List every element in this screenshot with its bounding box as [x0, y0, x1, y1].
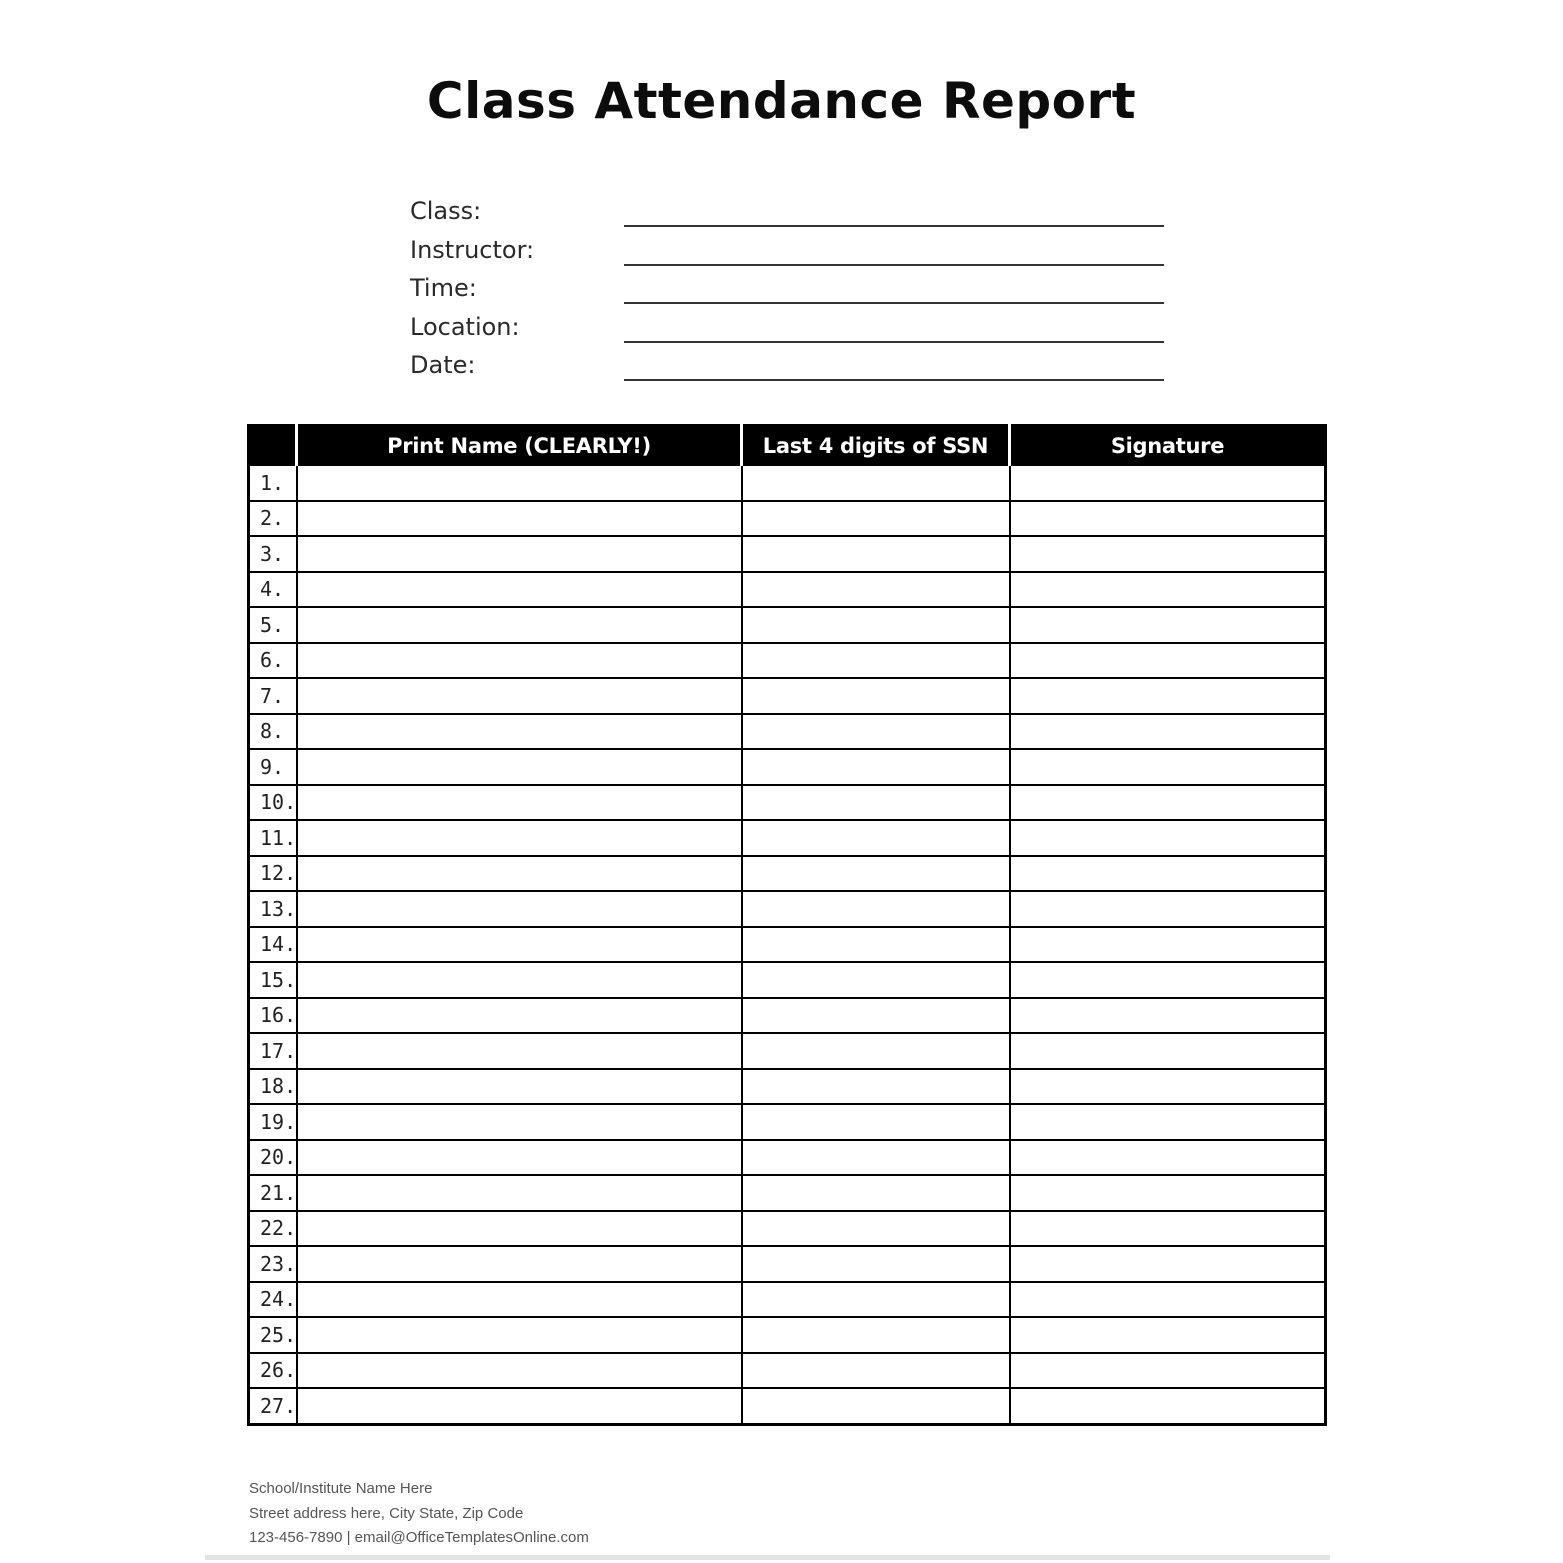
- table-row: [249, 1317, 1326, 1353]
- header-signature: Signature: [1010, 426, 1326, 466]
- table-row: [249, 1211, 1326, 1247]
- row-number: 1.: [249, 465, 297, 501]
- print-name-cell[interactable]: [297, 1069, 742, 1105]
- signature-cell[interactable]: [1010, 998, 1326, 1034]
- print-name-cell[interactable]: [297, 1104, 742, 1140]
- print-name-cell[interactable]: [297, 927, 742, 963]
- print-name-cell[interactable]: [297, 572, 742, 608]
- signature-cell[interactable]: [1010, 501, 1326, 537]
- page-edge: [205, 1555, 1330, 1560]
- location-field-line[interactable]: [624, 341, 1164, 343]
- row-number: 25.: [249, 1317, 297, 1353]
- info-row-instructor: [410, 234, 1170, 273]
- table-row: [249, 572, 1326, 608]
- footer-address: Street address here, City State, Zip Code: [249, 1504, 524, 1522]
- class-info-block: [410, 195, 1170, 388]
- attendance-table: [247, 424, 1327, 1426]
- print-name-cell[interactable]: [297, 501, 742, 537]
- row-number: 3.: [249, 536, 297, 572]
- print-name-cell[interactable]: [297, 465, 742, 501]
- ssn-cell[interactable]: [742, 536, 1010, 572]
- class-label: Class:: [410, 197, 482, 225]
- header-ssn: Last 4 digits of SSN: [742, 426, 1010, 466]
- table-row: [249, 1033, 1326, 1069]
- signature-cell[interactable]: [1010, 1033, 1326, 1069]
- print-name-cell[interactable]: [297, 785, 742, 821]
- ssn-cell[interactable]: [742, 749, 1010, 785]
- print-name-cell[interactable]: [297, 678, 742, 714]
- time-label: Time:: [410, 274, 477, 302]
- table-row: [249, 714, 1326, 750]
- ssn-cell[interactable]: [742, 1246, 1010, 1282]
- row-number: 18.: [249, 1069, 297, 1105]
- ssn-cell[interactable]: [742, 856, 1010, 892]
- ssn-cell[interactable]: [742, 714, 1010, 750]
- table-row: [249, 891, 1326, 927]
- ssn-cell[interactable]: [742, 891, 1010, 927]
- row-number: 6.: [249, 643, 297, 679]
- ssn-cell[interactable]: [742, 465, 1010, 501]
- signature-cell[interactable]: [1010, 678, 1326, 714]
- signature-cell[interactable]: [1010, 891, 1326, 927]
- ssn-cell[interactable]: [742, 998, 1010, 1034]
- signature-cell[interactable]: [1010, 749, 1326, 785]
- print-name-cell[interactable]: [297, 536, 742, 572]
- row-number: 22.: [249, 1211, 297, 1247]
- print-name-cell[interactable]: [297, 1282, 742, 1318]
- info-row-time: [410, 272, 1170, 311]
- footer-school-name: School/Institute Name Here: [249, 1480, 433, 1497]
- info-row-date: [410, 349, 1170, 388]
- print-name-cell[interactable]: [297, 643, 742, 679]
- row-number: 26.: [249, 1353, 297, 1389]
- signature-cell[interactable]: [1010, 1175, 1326, 1211]
- header-print-name: Print Name (CLEARLY!): [297, 426, 742, 466]
- signature-cell[interactable]: [1010, 607, 1326, 643]
- signature-cell[interactable]: [1010, 1282, 1326, 1318]
- table-row: [249, 643, 1326, 679]
- row-number: 11.: [249, 820, 297, 856]
- table-row: [249, 1069, 1326, 1105]
- ssn-cell[interactable]: [742, 927, 1010, 963]
- signature-cell[interactable]: [1010, 856, 1326, 892]
- signature-cell[interactable]: [1010, 1353, 1326, 1389]
- row-number: 12.: [249, 856, 297, 892]
- date-label: Date:: [410, 351, 476, 379]
- row-number: 13.: [249, 891, 297, 927]
- ssn-cell[interactable]: [742, 501, 1010, 537]
- signature-cell[interactable]: [1010, 820, 1326, 856]
- header-number: [249, 426, 297, 466]
- info-row-location: [410, 311, 1170, 350]
- footer-contact: 123-456-7890 | email@OfficeTemplatesOnline.com: [249, 1529, 589, 1546]
- table-row: [249, 607, 1326, 643]
- row-number: 15.: [249, 962, 297, 998]
- row-number: 8.: [249, 714, 297, 750]
- ssn-cell[interactable]: [742, 1282, 1010, 1318]
- ssn-cell[interactable]: [742, 678, 1010, 714]
- print-name-cell[interactable]: [297, 607, 742, 643]
- ssn-cell[interactable]: [742, 1140, 1010, 1176]
- table-row: [249, 678, 1326, 714]
- signature-cell[interactable]: [1010, 927, 1326, 963]
- ssn-cell[interactable]: [742, 1317, 1010, 1353]
- row-number: 17.: [249, 1033, 297, 1069]
- ssn-cell[interactable]: [742, 820, 1010, 856]
- table-row: [249, 1175, 1326, 1211]
- ssn-cell[interactable]: [742, 1388, 1010, 1424]
- ssn-cell[interactable]: [742, 1211, 1010, 1247]
- print-name-cell[interactable]: [297, 1317, 742, 1353]
- print-name-cell[interactable]: [297, 714, 742, 750]
- signature-cell[interactable]: [1010, 1140, 1326, 1176]
- print-name-cell[interactable]: [297, 1140, 742, 1176]
- signature-cell[interactable]: [1010, 785, 1326, 821]
- date-field-line[interactable]: [624, 379, 1164, 381]
- print-name-cell[interactable]: [297, 998, 742, 1034]
- print-name-cell[interactable]: [297, 1211, 742, 1247]
- table-row: [249, 927, 1326, 963]
- info-row-class: [410, 195, 1170, 234]
- table-row: [249, 1282, 1326, 1318]
- table-row: [249, 785, 1326, 821]
- row-number: 2.: [249, 501, 297, 537]
- table-row: [249, 536, 1326, 572]
- ssn-cell[interactable]: [742, 607, 1010, 643]
- row-number: 14.: [249, 927, 297, 963]
- print-name-cell[interactable]: [297, 1353, 742, 1389]
- row-number: 20.: [249, 1140, 297, 1176]
- row-number: 21.: [249, 1175, 297, 1211]
- table-row: [249, 856, 1326, 892]
- row-number: 27.: [249, 1388, 297, 1424]
- table-row: [249, 749, 1326, 785]
- signature-cell[interactable]: [1010, 1211, 1326, 1247]
- table-row: [249, 1388, 1326, 1424]
- row-number: 4.: [249, 572, 297, 608]
- signature-cell[interactable]: [1010, 536, 1326, 572]
- page-title: Class Attendance Report: [426, 72, 1137, 130]
- ssn-cell[interactable]: [742, 643, 1010, 679]
- table-row: [249, 998, 1326, 1034]
- table-row: [249, 1246, 1326, 1282]
- row-number: 5.: [249, 607, 297, 643]
- print-name-cell[interactable]: [297, 856, 742, 892]
- print-name-cell[interactable]: [297, 749, 742, 785]
- print-name-cell[interactable]: [297, 1033, 742, 1069]
- footer: [249, 1477, 589, 1551]
- table-row: [249, 465, 1326, 501]
- row-number: 9.: [249, 749, 297, 785]
- print-name-cell[interactable]: [297, 1175, 742, 1211]
- signature-cell[interactable]: [1010, 1388, 1326, 1424]
- print-name-cell[interactable]: [297, 1388, 742, 1424]
- print-name-cell[interactable]: [297, 1246, 742, 1282]
- ssn-cell[interactable]: [742, 962, 1010, 998]
- row-number: 16.: [249, 998, 297, 1034]
- ssn-cell[interactable]: [742, 1175, 1010, 1211]
- print-name-cell[interactable]: [297, 891, 742, 927]
- signature-cell[interactable]: [1010, 1104, 1326, 1140]
- signature-cell[interactable]: [1010, 643, 1326, 679]
- location-label: Location:: [410, 312, 520, 341]
- ssn-cell[interactable]: [742, 572, 1010, 608]
- signature-cell[interactable]: [1010, 1246, 1326, 1282]
- signature-cell[interactable]: [1010, 1317, 1326, 1353]
- instructor-label: Instructor:: [410, 235, 535, 264]
- instructor-field-line[interactable]: [624, 264, 1164, 266]
- table-row: [249, 1104, 1326, 1140]
- ssn-cell[interactable]: [742, 1069, 1010, 1105]
- table-row: [249, 1353, 1326, 1389]
- table-row: [249, 962, 1326, 998]
- row-number: 10.: [249, 785, 297, 821]
- ssn-cell[interactable]: [742, 1104, 1010, 1140]
- signature-cell[interactable]: [1010, 572, 1326, 608]
- time-field-line[interactable]: [624, 302, 1164, 304]
- table-row: [249, 1140, 1326, 1176]
- table-row: [249, 820, 1326, 856]
- row-number: 7.: [249, 678, 297, 714]
- signature-cell[interactable]: [1010, 1069, 1326, 1105]
- ssn-cell[interactable]: [742, 1033, 1010, 1069]
- row-number: 19.: [249, 1104, 297, 1140]
- ssn-cell[interactable]: [742, 1353, 1010, 1389]
- signature-cell[interactable]: [1010, 465, 1326, 501]
- class-field-line[interactable]: [624, 225, 1164, 227]
- print-name-cell[interactable]: [297, 962, 742, 998]
- ssn-cell[interactable]: [742, 785, 1010, 821]
- signature-cell[interactable]: [1010, 962, 1326, 998]
- table-header-row: [249, 426, 1326, 466]
- row-number: 23.: [249, 1246, 297, 1282]
- table-row: [249, 501, 1326, 537]
- print-name-cell[interactable]: [297, 820, 742, 856]
- signature-cell[interactable]: [1010, 714, 1326, 750]
- row-number: 24.: [249, 1282, 297, 1318]
